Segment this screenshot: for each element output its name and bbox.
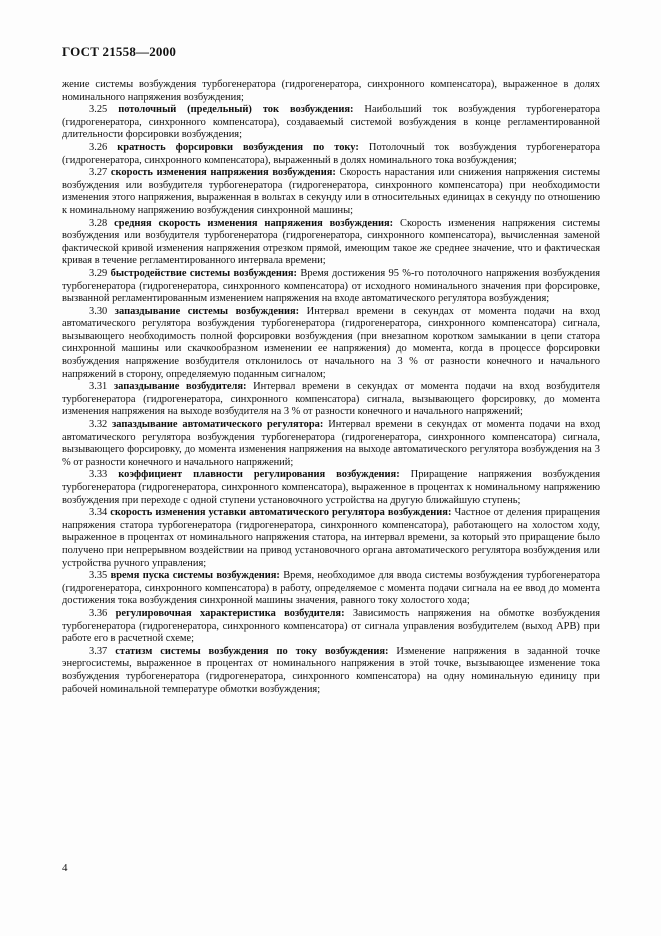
definition-text: Интервал времени в секундах от момента подачи на вход автоматического регулятора возбуждения турбогенератора (гидрогенератора, синхронного компенсатора) сигнала, вызывающего форсировку, до момента изменения напряжения на выходе автоматического регулятора возбуждения на 3 % от разности конечного и начального напряжений; (62, 419, 601, 468)
definition-number: 3.26 (89, 141, 108, 153)
definition-paragraph (62, 507, 600, 570)
definition-text: Зависимость напряжения на обмотке возбуждения турбогенератора (гидрогенератора, синхронного компенсатора) от сигнала управления возбудителем (выход АРВ) при работе его в расчетной схеме; (62, 607, 600, 645)
definition-paragraph (62, 142, 600, 167)
definition-paragraph (62, 469, 600, 507)
definition-term: средняя скорость изменения напряжения возбуждения: (114, 217, 394, 229)
intro-paragraph: жение системы возбуждения турбогенератора (гидрогенератора, синхронного компенсатора), выраженное в долях номинального напряжения возбуждения; (62, 79, 600, 103)
definition-text: Потолочный ток возбуждения турбогенератора (гидрогенератора, синхронного компенсатора), выраженный в долях номинального тока возбуждения; (62, 141, 601, 166)
standard-header: ГОСТ 21558—2000 (62, 44, 177, 59)
definition-paragraph (62, 608, 600, 646)
definition-text: Приращение напряжения возбуждения турбогенератора (гидрогенератора, синхронного компенсатора), выраженное в процентах к номинальному напряжению возбуждения при переходе с одной ступени установочного устройства на другую ближайшую ступень; (62, 469, 600, 506)
definition-text: Наибольший ток возбуждения турбогенератора (гидрогенератора, синхронного компенсатора), создаваемый системой возбуждения в конце регламентированной длительности форсировки возбуждения; (62, 104, 601, 141)
definition-number: 3.25 (89, 104, 108, 116)
definition-number: 3.34 (89, 507, 108, 519)
definition-number: 3.33 (89, 469, 108, 481)
definition-text: Частное от деления приращения напряжения статора турбогенератора (гидрогенератора, синхронного компенсатора), работающего на холостом ходу, выраженное в процентах от номинального напряжения статора, на интервал времени, за который это приращение было получено при непрерывном воздействии на привод установочного органа автоматического регулятора возбуждения или устройства ручного управления; (62, 507, 601, 569)
definition-term: кратность форсировки возбуждения по току: (117, 141, 359, 153)
definition-number: 3.32 (89, 419, 108, 431)
definition-paragraph (62, 381, 600, 419)
definition-term: время пуска системы возбуждения: (110, 570, 280, 582)
definition-term: быстродействие системы возбуждения: (110, 267, 298, 279)
definition-term: запаздывание автоматического регулятора: (112, 419, 324, 431)
definition-number: 3.36 (89, 607, 108, 619)
definition-text: Изменение напряжения в заданной точке энергосистемы, выраженное в процентах от номинального напряжения в этой точке, вызывающее изменение тока возбуждения турбогенератора (гидрогенератора, синхронного компенсатора) на одну номинальную единицу при рабочей номинальной температуре обмотки возбуждения; (62, 645, 600, 695)
definition-paragraph (62, 646, 600, 696)
definition-text: Интервал времени в секундах от момента подачи на вход автоматического регулятора возбуждения турбогенератора (гидрогенератора, синхронного компенсатора) сигнала, вызывающего необходимость полной форсировки возбуждения (при внезапном коротком замыкании в цепи статора синхронной машины или скачкообразном изменении ее напряжения) до момента, когда в процессе форсировки возбуждения напряжение возбудителя отклонилось от начального на 3 % от разности конечного и начального напряжений в сторону, определяемую поданным сигналом; (62, 305, 600, 380)
definitions-list (62, 104, 600, 696)
definition-number: 3.29 (89, 267, 108, 279)
definition-text: Скорость изменения напряжения системы возбуждения или возбудителя турбогенератора (гидрогенератора, синхронного компенсатора), вычисленная заменой фактической кривой изменения напряжения отрезком прямой, имеющим такое же среднее значение, что и фактическая кривая в течение регламентированного интервала времени; (62, 217, 601, 267)
definition-text: Скорость нарастания или снижения напряжения системы возбуждения или возбудителя турбогенератора (гидрогенератора, синхронного компенсатора) при необходимости изменения этого напряжения, выраженная в вольтах в секунду или в относительных единицах в секунду по отношению к номинальному напряжению возбуждения синхронной машины; (62, 167, 601, 216)
page-number: 4 (62, 862, 68, 874)
definition-paragraph (62, 218, 600, 268)
definition-paragraph (62, 167, 600, 217)
definition-paragraph (62, 419, 600, 469)
definition-term: статизм системы возбуждения по току возбуждения: (115, 645, 389, 657)
definition-paragraph (62, 104, 600, 142)
definition-paragraph (62, 268, 600, 306)
definition-term: запаздывание возбудителя: (113, 381, 247, 393)
definition-term: запаздывание системы возбуждения: (114, 305, 300, 317)
definition-term: скорость изменения напряжения возбуждения: (110, 167, 336, 179)
definition-text: Время, необходимое для ввода системы возбуждения турбогенератора (гидрогенератора, синхронного компенсатора) в работу, определяемое с момента подачи сигнала на ее ввод до момента достижения тока возбуждения синхронной машины значения, равного току холостого хода; (62, 570, 601, 607)
definition-number: 3.28 (89, 217, 108, 229)
definition-text: Интервал времени в секундах от момента подачи на вход возбудителя турбогенератора (гидрогенератора, синхронного компенсатора) сигнала, вызывающего форсировку, до момента изменения напряжения на выходе возбудителя на 3 % от разности конечного и начального напряжений; (62, 381, 601, 418)
definition-term: регулировочная характеристика возбудителя: (115, 607, 345, 619)
definition-number: 3.37 (89, 645, 108, 657)
definition-term: потолочный (предельный) ток возбуждения: (118, 104, 354, 116)
definition-text: Время достижения 95 %-го потолочного напряжения возбуждения турбогенератора (гидрогенератора, синхронного компенсатора) от исходного номинального значения при форсировке, вызванной регламентированным изменением напряжения на входе автоматического регулятора возбуждения; (62, 267, 601, 305)
definition-paragraph (62, 570, 600, 608)
definition-paragraph (62, 306, 600, 382)
document-body (62, 79, 600, 696)
definition-term: скорость изменения уставки автоматического регулятора возбуждения: (110, 507, 452, 519)
definition-number: 3.35 (89, 570, 108, 582)
definition-number: 3.30 (89, 305, 108, 317)
definition-term: коэффициент плавности регулирования возбуждения: (118, 469, 400, 481)
definition-number: 3.31 (89, 381, 108, 393)
definition-number: 3.27 (89, 167, 108, 179)
